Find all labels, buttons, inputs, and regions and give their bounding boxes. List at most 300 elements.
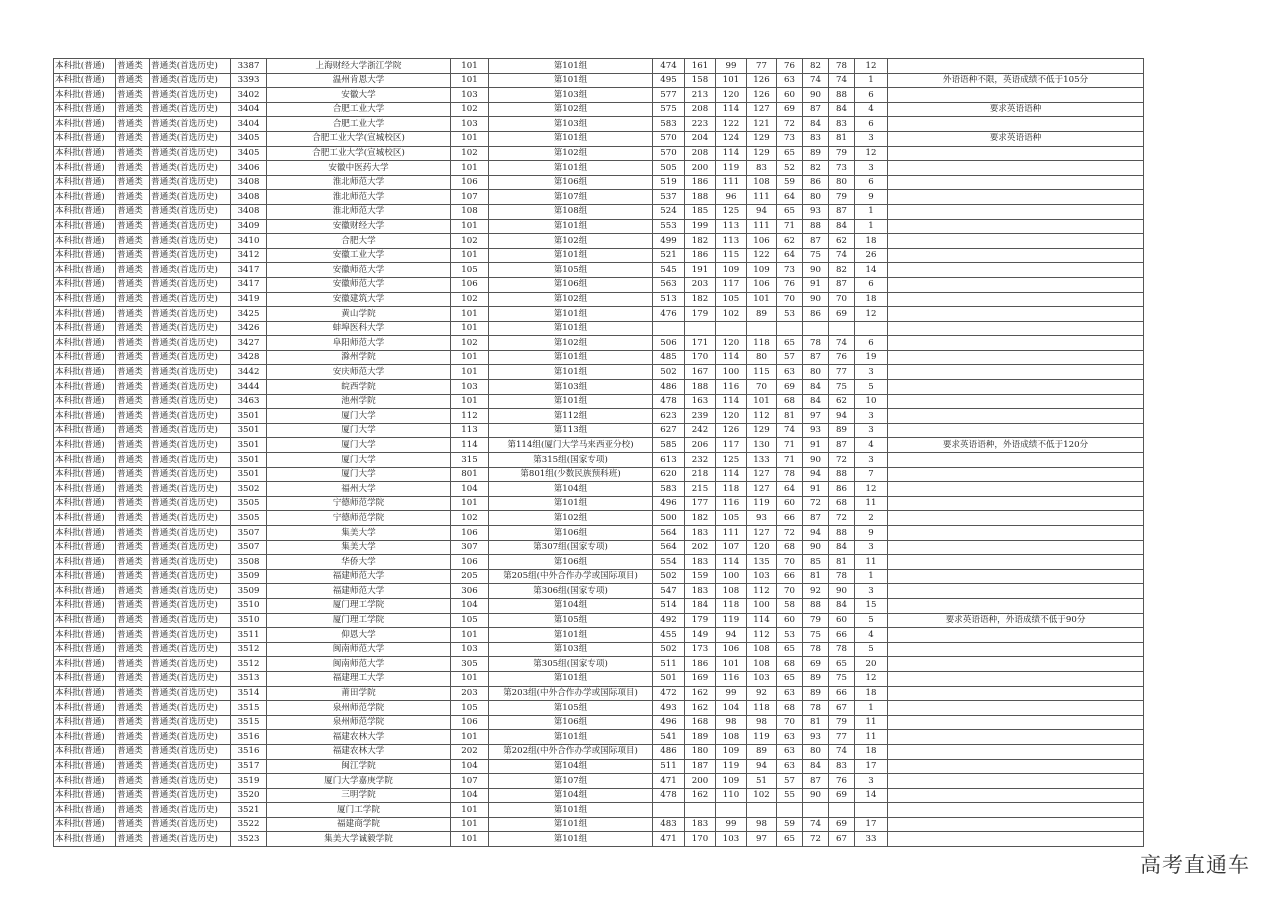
cell-category: 普通类 (116, 759, 150, 774)
cell-remark (888, 204, 1144, 219)
cell-foreign-language-score: 62 (777, 234, 803, 249)
cell-group-name: 第101组 (489, 219, 653, 234)
cell-chinese-score: 114 (716, 146, 747, 161)
cell-remark (888, 701, 1144, 716)
cell-school-code: 3523 (231, 832, 267, 847)
cell-subject-group: 普通类(首选历史) (150, 555, 231, 570)
cell-school-name: 宁德师范学院 (267, 511, 451, 526)
table-row (54, 482, 1144, 497)
cell-school-code: 3520 (231, 788, 267, 803)
cell-math-score: 127 (747, 482, 777, 497)
cell-batch: 本科批(普通) (54, 526, 116, 541)
cell-elective-score-2: 89 (829, 423, 855, 438)
cell-group-code: 106 (451, 175, 489, 190)
cell-group-name: 第101组 (489, 73, 653, 88)
cell-school-name: 福建师范大学 (267, 569, 451, 584)
cell-total-score: 474 (653, 59, 685, 74)
cell-subject-group: 普通类(首选历史) (150, 701, 231, 716)
cell-remark: 外语语种不限，英语成绩不低于105分 (888, 73, 1144, 88)
cell-subject-score: 213 (685, 88, 716, 103)
cell-category: 普通类 (116, 832, 150, 847)
cell-group-code: 315 (451, 453, 489, 468)
cell-total-score: 547 (653, 584, 685, 599)
cell-elective-score-2: 79 (829, 190, 855, 205)
cell-batch: 本科批(普通) (54, 569, 116, 584)
cell-subject-score: 180 (685, 744, 716, 759)
cell-group-code: 102 (451, 336, 489, 351)
cell-total-score: 502 (653, 642, 685, 657)
cell-elective-score-1: 91 (803, 482, 829, 497)
cell-school-name: 厦门大学 (267, 409, 451, 424)
cell-foreign-language-score: 59 (777, 175, 803, 190)
cell-group-name: 第101组 (489, 394, 653, 409)
cell-remark (888, 511, 1144, 526)
cell-elective-score-2: 90 (829, 584, 855, 599)
cell-school-code: 3502 (231, 482, 267, 497)
cell-plan-count: 18 (855, 234, 888, 249)
table-row (54, 686, 1144, 701)
cell-batch: 本科批(普通) (54, 788, 116, 803)
cell-foreign-language-score: 66 (777, 569, 803, 584)
cell-chinese-score: 105 (716, 511, 747, 526)
cell-elective-score-2: 77 (829, 365, 855, 380)
table-row (54, 453, 1144, 468)
cell-group-name: 第101组 (489, 730, 653, 745)
cell-foreign-language-score: 53 (777, 307, 803, 322)
cell-subject-group: 普通类(首选历史) (150, 263, 231, 278)
cell-chinese-score: 96 (716, 190, 747, 205)
cell-plan-count: 4 (855, 628, 888, 643)
cell-subject-score: 202 (685, 540, 716, 555)
cell-school-code: 3419 (231, 292, 267, 307)
cell-elective-score-2: 88 (829, 88, 855, 103)
cell-elective-score-2: 82 (829, 263, 855, 278)
cell-chinese-score: 119 (716, 161, 747, 176)
cell-group-name: 第202组(中外合作办学或国际项目) (489, 744, 653, 759)
cell-elective-score-1: 94 (803, 526, 829, 541)
cell-math-score: 127 (747, 467, 777, 482)
cell-group-name: 第102组 (489, 336, 653, 351)
table-row (54, 277, 1144, 292)
cell-elective-score-1: 78 (803, 336, 829, 351)
cell-math-score: 94 (747, 204, 777, 219)
cell-elective-score-2: 70 (829, 292, 855, 307)
cell-elective-score-1: 97 (803, 409, 829, 424)
cell-batch: 本科批(普通) (54, 657, 116, 672)
cell-subject-group: 普通类(首选历史) (150, 204, 231, 219)
cell-school-code: 3510 (231, 598, 267, 613)
cell-subject-group: 普通类(首选历史) (150, 759, 231, 774)
cell-chinese-score: 110 (716, 788, 747, 803)
cell-remark (888, 467, 1144, 482)
cell-total-score: 496 (653, 715, 685, 730)
table-row (54, 715, 1144, 730)
cell-group-code: 106 (451, 555, 489, 570)
table-row (54, 759, 1144, 774)
cell-subject-score: 188 (685, 190, 716, 205)
cell-math-score: 129 (747, 131, 777, 146)
cell-school-code: 3387 (231, 59, 267, 74)
cell-batch: 本科批(普通) (54, 409, 116, 424)
cell-plan-count: 6 (855, 336, 888, 351)
cell-plan-count: 1 (855, 219, 888, 234)
cell-subject-group: 普通类(首选历史) (150, 526, 231, 541)
cell-math-score: 98 (747, 817, 777, 832)
cell-batch: 本科批(普通) (54, 219, 116, 234)
cell-total-score: 511 (653, 657, 685, 672)
cell-subject-group: 普通类(首选历史) (150, 59, 231, 74)
table-row (54, 555, 1144, 570)
cell-plan-count: 12 (855, 482, 888, 497)
cell-remark (888, 744, 1144, 759)
cell-plan-count: 11 (855, 730, 888, 745)
cell-group-name: 第101组 (489, 817, 653, 832)
cell-elective-score-2: 88 (829, 526, 855, 541)
cell-remark (888, 234, 1144, 249)
cell-foreign-language-score: 60 (777, 496, 803, 511)
cell-group-code: 113 (451, 423, 489, 438)
cell-chinese-score: 118 (716, 482, 747, 497)
cell-subject-score: 189 (685, 730, 716, 745)
table-row (54, 292, 1144, 307)
cell-group-name: 第307组(国家专项) (489, 540, 653, 555)
cell-subject-score: 187 (685, 759, 716, 774)
cell-group-code: 112 (451, 409, 489, 424)
cell-foreign-language-score: 72 (777, 526, 803, 541)
cell-group-code: 104 (451, 598, 489, 613)
table-row (54, 817, 1144, 832)
cell-remark (888, 175, 1144, 190)
cell-elective-score-2: 87 (829, 438, 855, 453)
cell-batch: 本科批(普通) (54, 803, 116, 818)
table-row (54, 657, 1144, 672)
cell-group-code: 102 (451, 511, 489, 526)
cell-school-name: 厦门理工学院 (267, 598, 451, 613)
cell-subject-score: 162 (685, 701, 716, 716)
cell-remark (888, 584, 1144, 599)
cell-subject-score: 200 (685, 161, 716, 176)
cell-category: 普通类 (116, 59, 150, 74)
cell-elective-score-1: 89 (803, 686, 829, 701)
table-row (54, 613, 1144, 628)
cell-group-name: 第102组 (489, 234, 653, 249)
cell-group-code: 101 (451, 161, 489, 176)
cell-total-score: 502 (653, 365, 685, 380)
cell-category: 普通类 (116, 496, 150, 511)
cell-chinese-score: 117 (716, 277, 747, 292)
cell-category: 普通类 (116, 423, 150, 438)
cell-plan-count: 3 (855, 365, 888, 380)
cell-school-code: 3393 (231, 73, 267, 88)
cell-group-code: 101 (451, 803, 489, 818)
cell-plan-count: 12 (855, 146, 888, 161)
cell-math-score: 111 (747, 219, 777, 234)
table-row (54, 540, 1144, 555)
cell-group-name: 第101组 (489, 321, 653, 336)
cell-subject-score: 185 (685, 204, 716, 219)
cell-plan-count: 14 (855, 263, 888, 278)
cell-math-score: 115 (747, 365, 777, 380)
cell-category: 普通类 (116, 161, 150, 176)
cell-remark (888, 686, 1144, 701)
cell-plan-count: 7 (855, 467, 888, 482)
cell-batch: 本科批(普通) (54, 263, 116, 278)
cell-total-score: 577 (653, 88, 685, 103)
cell-subject-group: 普通类(首选历史) (150, 219, 231, 234)
cell-foreign-language-score: 72 (777, 117, 803, 132)
cell-subject-group: 普通类(首选历史) (150, 336, 231, 351)
cell-elective-score-2: 77 (829, 730, 855, 745)
cell-batch: 本科批(普通) (54, 584, 116, 599)
cell-elective-score-2: 60 (829, 613, 855, 628)
cell-school-code: 3521 (231, 803, 267, 818)
cell-chinese-score: 111 (716, 526, 747, 541)
cell-school-name: 厦门大学 (267, 453, 451, 468)
cell-subject-group: 普通类(首选历史) (150, 832, 231, 847)
cell-school-code: 3442 (231, 365, 267, 380)
cell-batch: 本科批(普通) (54, 438, 116, 453)
cell-elective-score-1: 83 (803, 131, 829, 146)
cell-subject-group: 普通类(首选历史) (150, 803, 231, 818)
cell-school-code: 3412 (231, 248, 267, 263)
cell-group-name: 第112组 (489, 409, 653, 424)
cell-elective-score-1: 93 (803, 730, 829, 745)
cell-school-name: 福建农林大学 (267, 744, 451, 759)
cell-school-name: 滁州学院 (267, 350, 451, 365)
cell-subject-score: 149 (685, 628, 716, 643)
cell-subject-group: 普通类(首选历史) (150, 774, 231, 789)
cell-subject-group: 普通类(首选历史) (150, 438, 231, 453)
cell-elective-score-1: 85 (803, 555, 829, 570)
cell-chinese-score: 120 (716, 409, 747, 424)
cell-chinese-score: 101 (716, 657, 747, 672)
cell-chinese-score: 99 (716, 59, 747, 74)
cell-foreign-language-score: 81 (777, 409, 803, 424)
cell-elective-score-1: 81 (803, 715, 829, 730)
cell-chinese-score: 105 (716, 292, 747, 307)
cell-total-score: 501 (653, 671, 685, 686)
cell-total-score: 514 (653, 598, 685, 613)
cell-plan-count: 14 (855, 788, 888, 803)
cell-math-score: 126 (747, 73, 777, 88)
cell-school-name: 福建商学院 (267, 817, 451, 832)
cell-elective-score-2: 84 (829, 540, 855, 555)
cell-group-code: 106 (451, 715, 489, 730)
cell-group-name: 第106组 (489, 526, 653, 541)
cell-subject-group: 普通类(首选历史) (150, 117, 231, 132)
cell-group-code: 102 (451, 146, 489, 161)
cell-remark (888, 628, 1144, 643)
table-row (54, 131, 1144, 146)
cell-category: 普通类 (116, 555, 150, 570)
cell-batch: 本科批(普通) (54, 394, 116, 409)
cell-subject-group: 普通类(首选历史) (150, 482, 231, 497)
cell-group-code: 101 (451, 832, 489, 847)
cell-subject-group: 普通类(首选历史) (150, 146, 231, 161)
cell-remark (888, 59, 1144, 74)
table-row (54, 409, 1144, 424)
cell-math-score: 122 (747, 248, 777, 263)
table-row (54, 307, 1144, 322)
cell-remark (888, 817, 1144, 832)
cell-school-code: 3509 (231, 584, 267, 599)
cell-foreign-language-score: 74 (777, 423, 803, 438)
cell-batch: 本科批(普通) (54, 628, 116, 643)
cell-subject-score: 183 (685, 817, 716, 832)
cell-foreign-language-score: 53 (777, 628, 803, 643)
cell-elective-score-1: 74 (803, 73, 829, 88)
cell-batch: 本科批(普通) (54, 774, 116, 789)
table-row (54, 263, 1144, 278)
cell-math-score: 126 (747, 88, 777, 103)
cell-elective-score-1: 90 (803, 788, 829, 803)
cell-remark (888, 117, 1144, 132)
table-row (54, 350, 1144, 365)
cell-chinese-score: 113 (716, 234, 747, 249)
cell-chinese-score: 109 (716, 774, 747, 789)
cell-remark (888, 365, 1144, 380)
cell-batch: 本科批(普通) (54, 234, 116, 249)
cell-math-score: 97 (747, 832, 777, 847)
cell-batch: 本科批(普通) (54, 59, 116, 74)
table-row (54, 204, 1144, 219)
cell-foreign-language-score: 65 (777, 146, 803, 161)
cell-elective-score-2: 78 (829, 569, 855, 584)
cell-group-code: 101 (451, 628, 489, 643)
cell-total-score: 623 (653, 409, 685, 424)
cell-group-code: 101 (451, 817, 489, 832)
cell-remark (888, 423, 1144, 438)
cell-school-name: 泉州师范学院 (267, 701, 451, 716)
cell-school-name: 厦门理工学院 (267, 613, 451, 628)
cell-school-name: 厦门大学 (267, 423, 451, 438)
cell-category: 普通类 (116, 336, 150, 351)
cell-elective-score-2: 74 (829, 248, 855, 263)
cell-group-code: 101 (451, 321, 489, 336)
cell-category: 普通类 (116, 817, 150, 832)
table-row (54, 671, 1144, 686)
cell-school-code: 3408 (231, 175, 267, 190)
cell-math-score: 51 (747, 774, 777, 789)
cell-remark (888, 496, 1144, 511)
cell-elective-score-2: 80 (829, 175, 855, 190)
cell-foreign-language-score: 73 (777, 131, 803, 146)
cell-remark (888, 409, 1144, 424)
cell-foreign-language-score: 78 (777, 467, 803, 482)
cell-chinese-score: 104 (716, 701, 747, 716)
cell-total-score: 553 (653, 219, 685, 234)
cell-total-score (653, 803, 685, 818)
cell-chinese-score: 109 (716, 263, 747, 278)
cell-chinese-score: 115 (716, 248, 747, 263)
cell-elective-score-1: 82 (803, 59, 829, 74)
cell-group-name: 第104组 (489, 788, 653, 803)
cell-batch: 本科批(普通) (54, 161, 116, 176)
cell-foreign-language-score: 70 (777, 555, 803, 570)
cell-group-name: 第113组 (489, 423, 653, 438)
cell-total-score: 492 (653, 613, 685, 628)
cell-foreign-language-score: 64 (777, 190, 803, 205)
cell-batch: 本科批(普通) (54, 730, 116, 745)
table-row (54, 365, 1144, 380)
cell-elective-score-2: 79 (829, 146, 855, 161)
cell-chinese-score: 116 (716, 496, 747, 511)
cell-elective-score-1: 91 (803, 277, 829, 292)
cell-group-code: 202 (451, 744, 489, 759)
cell-foreign-language-score: 76 (777, 59, 803, 74)
cell-remark (888, 788, 1144, 803)
cell-school-code: 3405 (231, 146, 267, 161)
cell-school-code: 3417 (231, 263, 267, 278)
cell-batch: 本科批(普通) (54, 117, 116, 132)
cell-elective-score-1: 87 (803, 102, 829, 117)
cell-elective-score-1: 87 (803, 774, 829, 789)
cell-total-score: 472 (653, 686, 685, 701)
cell-group-code: 103 (451, 88, 489, 103)
cell-group-name: 第101组 (489, 161, 653, 176)
cell-category: 普通类 (116, 671, 150, 686)
cell-group-code: 307 (451, 540, 489, 555)
cell-elective-score-1: 89 (803, 146, 829, 161)
cell-remark (888, 350, 1144, 365)
cell-subject-score: 208 (685, 146, 716, 161)
cell-elective-score-1: 90 (803, 453, 829, 468)
cell-remark (888, 832, 1144, 847)
cell-chinese-score: 125 (716, 453, 747, 468)
cell-math-score: 109 (747, 263, 777, 278)
cell-remark (888, 307, 1144, 322)
table-row (54, 467, 1144, 482)
cell-batch: 本科批(普通) (54, 467, 116, 482)
cell-subject-score: 173 (685, 642, 716, 657)
cell-group-name: 第103组 (489, 642, 653, 657)
cell-elective-score-1: 86 (803, 307, 829, 322)
cell-elective-score-1: 94 (803, 467, 829, 482)
cell-school-name: 安徽建筑大学 (267, 292, 451, 307)
cell-chinese-score: 122 (716, 117, 747, 132)
cell-total-score: 511 (653, 759, 685, 774)
cell-elective-score-2: 67 (829, 701, 855, 716)
cell-subject-score: 163 (685, 394, 716, 409)
cell-subject-group: 普通类(首选历史) (150, 380, 231, 395)
cell-remark (888, 219, 1144, 234)
cell-school-name: 温州肯恩大学 (267, 73, 451, 88)
cell-batch: 本科批(普通) (54, 190, 116, 205)
cell-elective-score-1: 91 (803, 438, 829, 453)
cell-category: 普通类 (116, 774, 150, 789)
cell-chinese-score: 102 (716, 307, 747, 322)
cell-school-code: 3517 (231, 759, 267, 774)
cell-elective-score-2: 66 (829, 686, 855, 701)
cell-batch: 本科批(普通) (54, 277, 116, 292)
cell-remark: 要求英语语种，外语成绩不低于120分 (888, 438, 1144, 453)
cell-batch: 本科批(普通) (54, 204, 116, 219)
cell-batch: 本科批(普通) (54, 88, 116, 103)
cell-total-score: 570 (653, 131, 685, 146)
cell-foreign-language-score: 57 (777, 774, 803, 789)
cell-foreign-language-score: 60 (777, 88, 803, 103)
cell-group-name: 第102组 (489, 146, 653, 161)
cell-subject-score: 232 (685, 453, 716, 468)
cell-total-score: 627 (653, 423, 685, 438)
cell-total-score: 519 (653, 175, 685, 190)
cell-elective-score-1: 84 (803, 759, 829, 774)
cell-elective-score-2 (829, 803, 855, 818)
cell-school-name: 淮北师范大学 (267, 175, 451, 190)
table-row (54, 102, 1144, 117)
cell-remark (888, 146, 1144, 161)
cell-elective-score-1: 84 (803, 380, 829, 395)
